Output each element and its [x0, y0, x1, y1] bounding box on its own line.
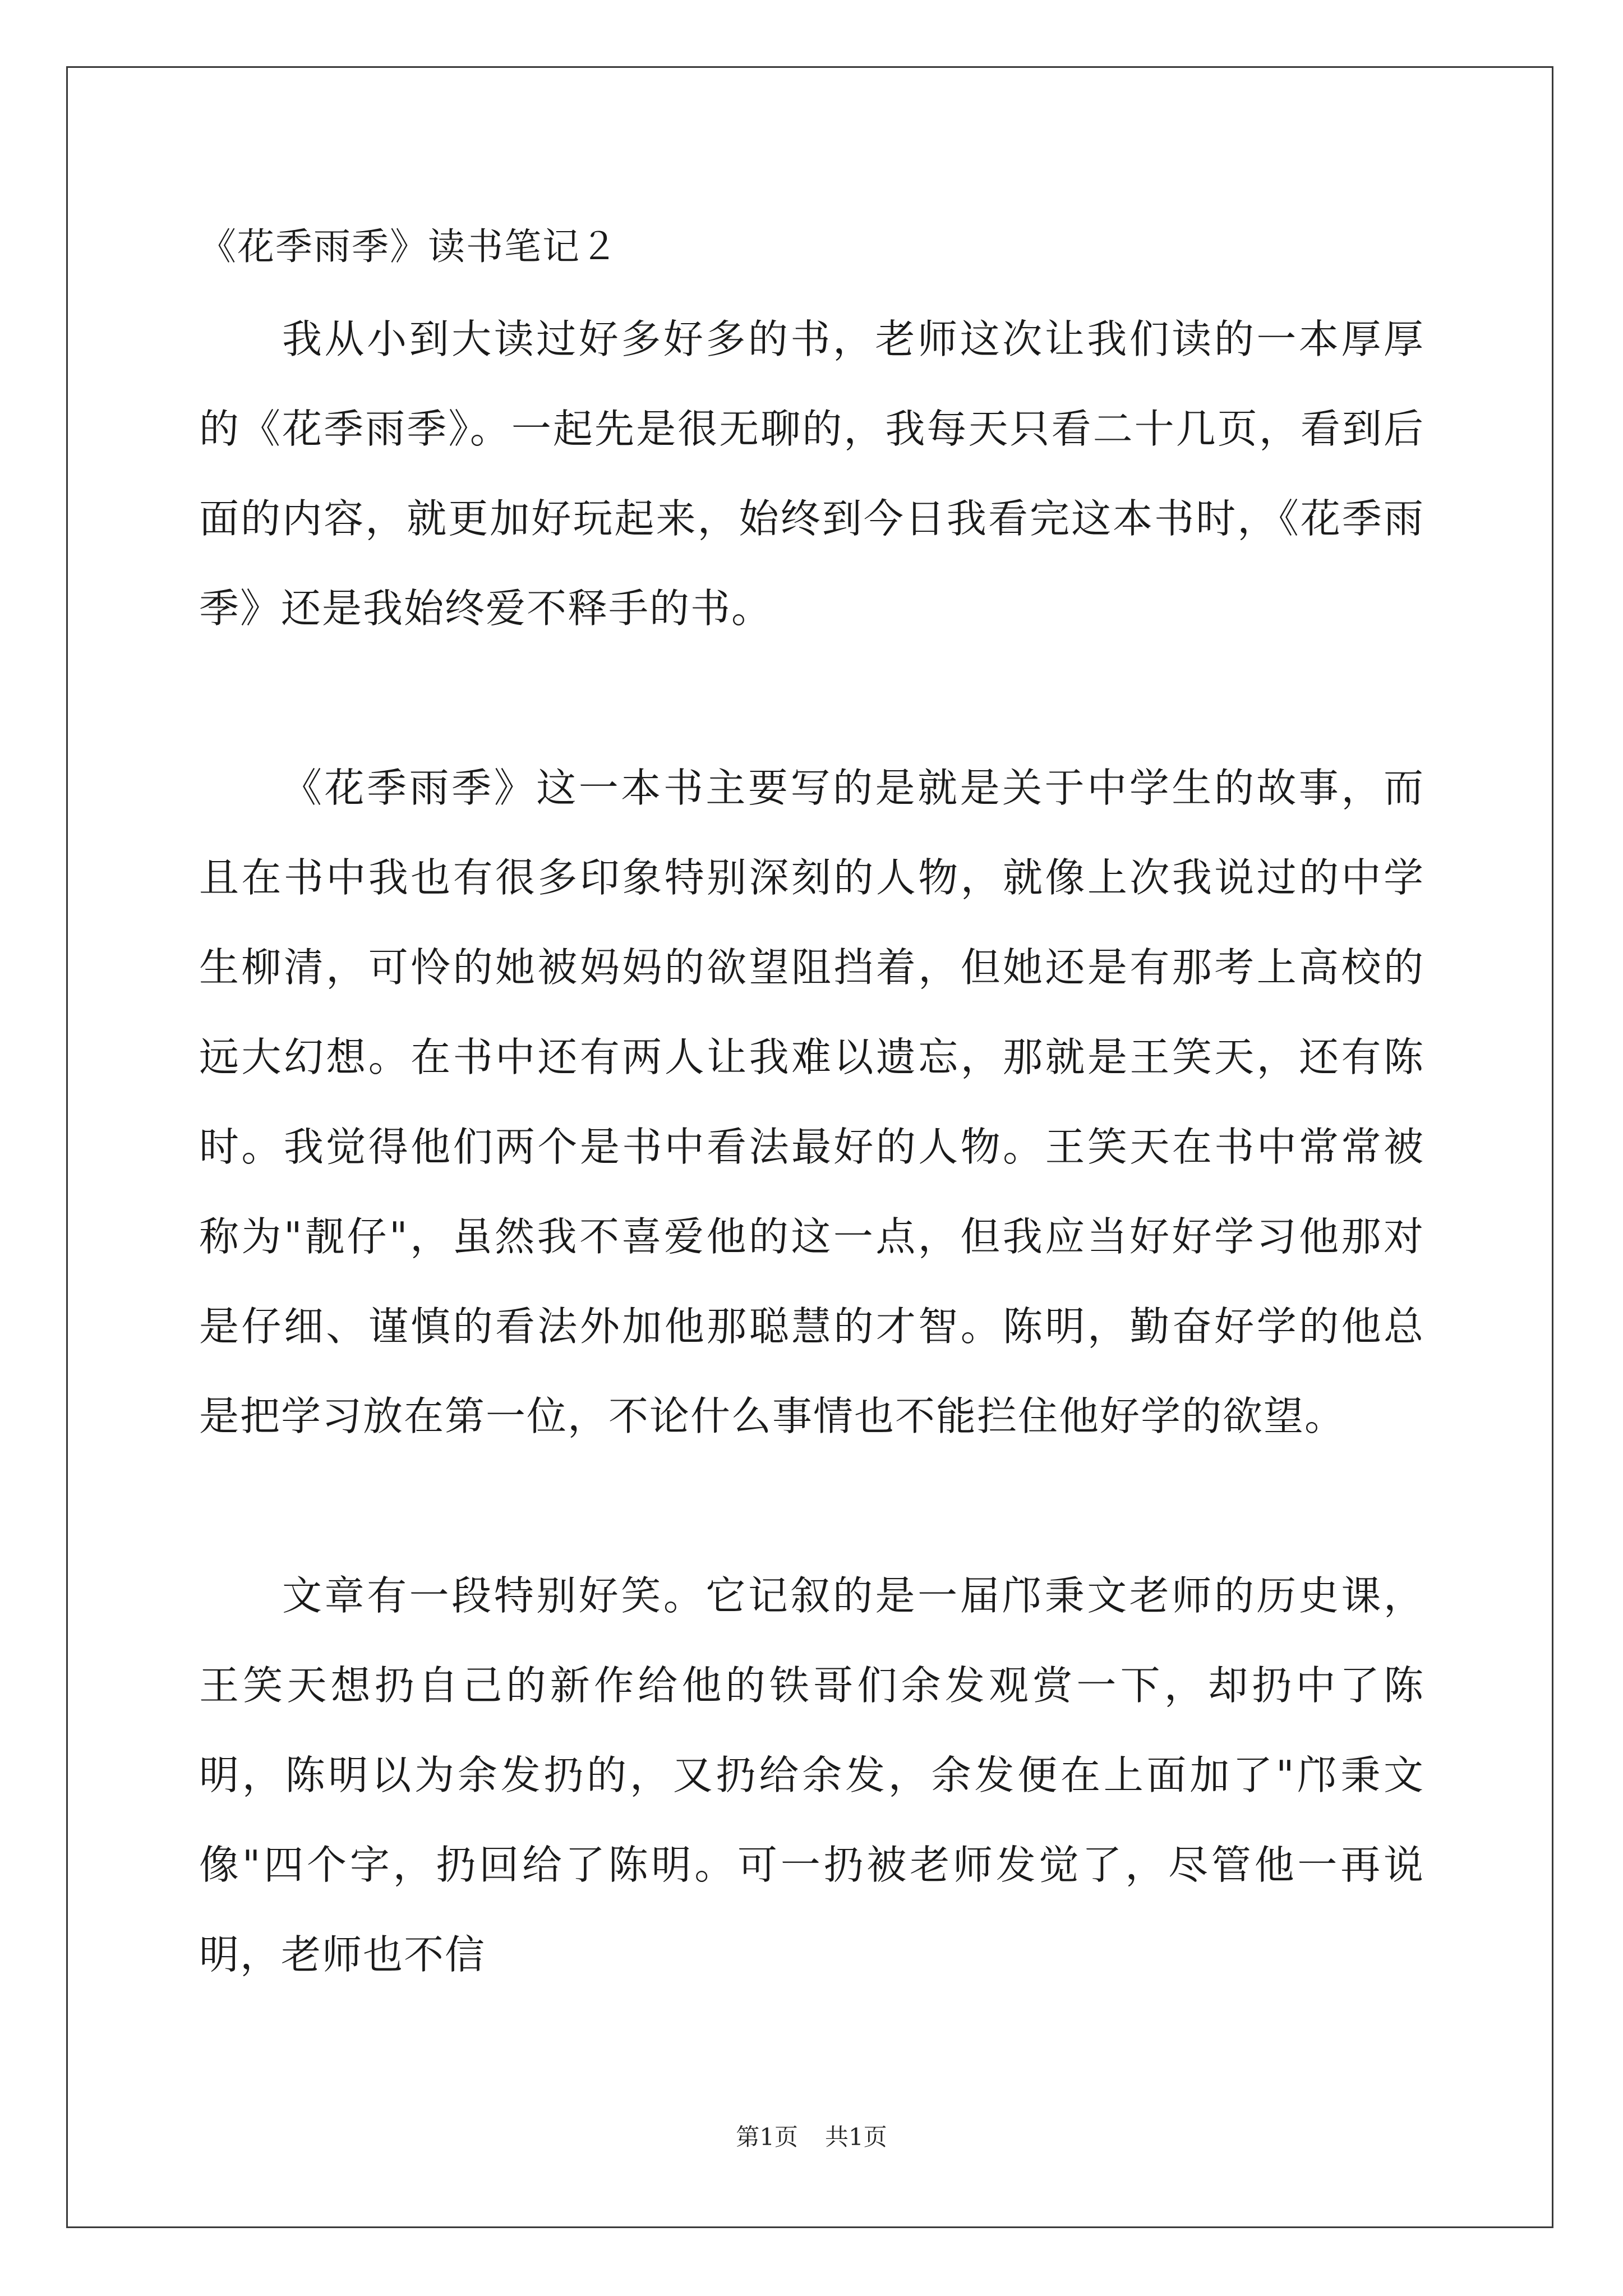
paragraph-2: 《花季雨季》这一本书主要写的是就是关于中学生的故事，而且在书中我也有很多印象特别深刻的人物，就像上次我说过的中学生柳清，可怜的她被妈妈的欲望阻挡着，但她还是有那考上高校的远大幻想。在书中还有两人让我难以遗忘，那就是王笑天，还有陈时。我觉得他们两个是书中看法最好的人物。王笑天在书中常常被称为"靓仔"，虽然我不喜爱他的这一点，但我应当好好学习他那对是仔细、谨慎的看法外加他那聪慧的才智。陈明，勤奋好学的他总是把学习放在第一位，不论什么事情也不能拦住他好学的欲望。 [199, 765, 1424, 1439]
page-total: 共1页 [825, 2123, 887, 2151]
document-title: 《花季雨季》读书笔记２ [199, 225, 619, 268]
page-footer [0, 2122, 1623, 2153]
paragraph-1: 我从小到大读过好多好多的书，老师这次让我们读的一本厚厚的《花季雨季》。一起先是很无聊的，我每天只看二十几页，看到后面的内容，就更加好玩起来，始终到今日我看完这本书时，《花季雨季》还是我始终爱不释手的书。 [199, 316, 1424, 632]
paragraph-3: 文章有一段特别好笑。它记叙的是一届邝秉文老师的历史课，王笑天想扔自己的新作给他的铁哥们余发观赏一下，却扔中了陈明，陈明以为余发扔的，又扔给余发，余发便在上面加了"邝秉文像"四个字，扔回给了陈明。可一扔被老师发觉了，尽管他一再说明，老师也不信 [199, 1572, 1424, 1978]
page-number: 第1页 [736, 2123, 798, 2151]
